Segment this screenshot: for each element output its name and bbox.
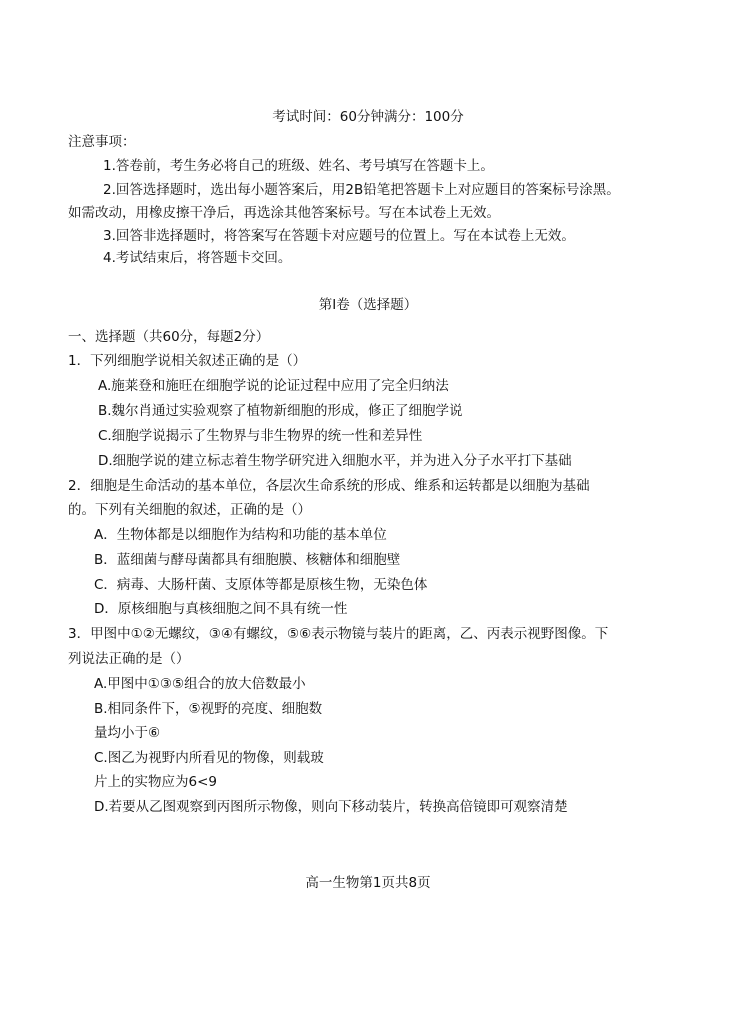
notice-item-3: 3.回答非选择题时，将答案写在答题卡对应题号的位置上。写在本试卷上无效。 bbox=[103, 228, 575, 244]
question-3-option-c-line-2: 片上的实物应为6<9 bbox=[94, 774, 217, 790]
question-3-option-b-line-2: 量均小于⑥ bbox=[94, 725, 161, 741]
part-heading: 一、选择题（共60分，每题2分） bbox=[68, 329, 270, 345]
question-3-option-d: D.若要从乙图观察到丙图所示物像，则向下移动装片，转换高倍镜即可观察清楚 bbox=[94, 799, 568, 815]
question-3-option-a: A.甲图中①③⑤组合的放大倍数最小 bbox=[94, 676, 306, 692]
volume-title: 第I卷（选择题） bbox=[318, 297, 418, 313]
question-3-stem-line-1: 3．甲图中①②无螺纹，③④有螺纹，⑤⑥表示物镜与装片的距离，乙、丙表示视野图像。下 bbox=[68, 626, 609, 642]
question-2-stem-line-1: 2．细胞是生命活动的基本单位，各层次生命系统的形成、维系和运转都是以细胞为基础 bbox=[68, 478, 590, 494]
question-2-stem-line-2: 的。下列有关细胞的叙述，正确的是（） bbox=[68, 502, 311, 518]
exam-info: 考试时间：60分钟满分：100分 bbox=[272, 109, 464, 125]
question-3-option-b-line-1: B.相同条件下，⑤视野的亮度、细胞数 bbox=[94, 701, 323, 717]
notice-item-1: 1.答卷前，考生务必将自己的班级、姓名、考号填写在答题卡上。 bbox=[103, 158, 494, 174]
question-1-option-c: C.细胞学说揭示了生物界与非生物界的统一性和差异性 bbox=[98, 428, 423, 444]
notice-item-4: 4.考试结束后，将答题卡交回。 bbox=[103, 250, 292, 266]
question-2-option-a: A．生物体都是以细胞作为结构和功能的基本单位 bbox=[94, 527, 387, 543]
question-1-option-b: B.魏尔肖通过实验观察了植物新细胞的形成，修正了细胞学说 bbox=[98, 403, 463, 419]
question-1-option-a: A.施莱登和施旺在细胞学说的论证过程中应用了完全归纳法 bbox=[98, 378, 449, 394]
question-2-option-b: B．蓝细菌与酵母菌都具有细胞膜、核糖体和细胞壁 bbox=[94, 552, 401, 568]
notice-item-2-line-2: 如需改动，用橡皮擦干净后，再选涂其他答案标号。写在本试卷上无效。 bbox=[68, 205, 500, 221]
question-3-stem-line-2: 列说法正确的是（） bbox=[68, 651, 190, 667]
question-2-option-c: C．病毒、大肠杆菌、支原体等都是原核生物，无染色体 bbox=[94, 577, 428, 593]
question-1-option-d: D.细胞学说的建立标志着生物学研究进入细胞水平，并为进入分子水平打下基础 bbox=[98, 453, 572, 469]
question-1-stem: 1．下列细胞学说相关叙述正确的是（） bbox=[68, 353, 307, 369]
question-2-option-d: D．原核细胞与真核细胞之间不具有统一性 bbox=[94, 601, 348, 617]
notice-title: 注意事项： bbox=[68, 134, 136, 150]
page-footer: 高一生物第1页共8页 bbox=[305, 875, 431, 891]
question-3-option-c-line-1: C.图乙为视野内所看见的物像，则载玻 bbox=[94, 750, 324, 766]
notice-item-2-line-1: 2.回答选择题时，选出每小题答案后，用2B铅笔把答题卡上对应题目的答案标号涂黑。 bbox=[103, 182, 620, 198]
